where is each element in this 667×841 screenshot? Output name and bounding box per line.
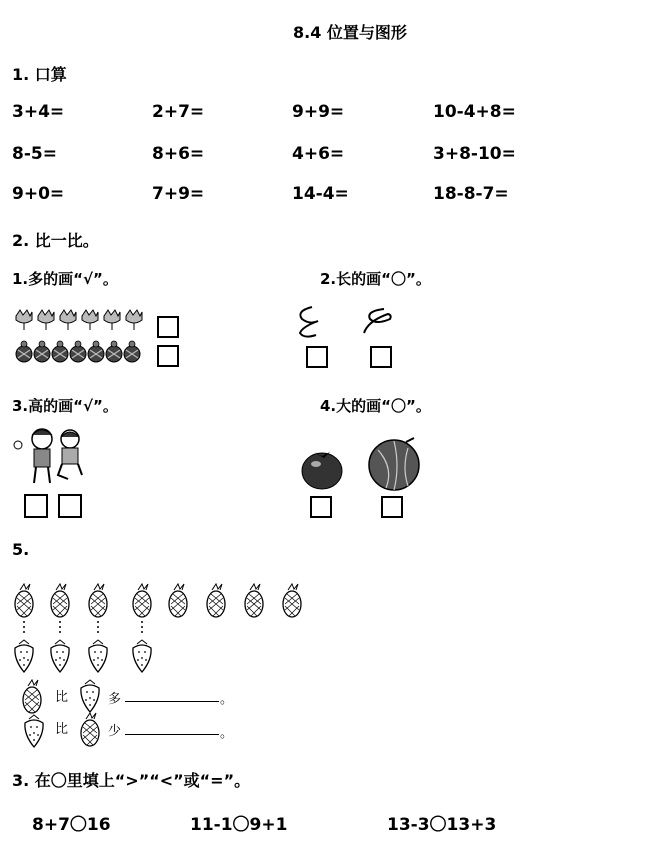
pineapple-strawberry-illustration: [14, 582, 314, 674]
equation: 14-4=: [292, 184, 349, 204]
equation: 8+6=: [152, 144, 205, 164]
equation: 10-4+8=: [433, 102, 516, 122]
q1-heading: 1. 口算: [12, 65, 67, 84]
less-word: 少: [108, 724, 122, 739]
q3-heading: 3. 在〇里填上“>”“<”或“=”。: [12, 771, 251, 790]
equation: 2+7=: [152, 102, 205, 122]
strawberry-icon: [24, 715, 44, 747]
compare-item-1: 8+7〇16: [32, 815, 111, 835]
equation: 3+8-10=: [433, 144, 516, 164]
q2-part4-label: 4.大的画“〇”。: [320, 397, 431, 415]
equation: 18-8-7=: [433, 184, 509, 204]
compare-item-3: 13-3〇13+3: [387, 815, 497, 835]
pineapple-icon: [22, 680, 42, 712]
answer-box-rope-1[interactable]: [306, 346, 328, 368]
q2-heading: 2. 比一比。: [12, 231, 99, 250]
period: 。: [220, 692, 234, 707]
equation: 4+6=: [292, 144, 345, 164]
period: 。: [220, 726, 234, 741]
q2-part2-label: 2.长的画“〇”。: [320, 270, 431, 288]
ropes-illustration: [294, 305, 404, 345]
flowers-and-insects-illustration: [14, 310, 154, 368]
answer-box-child-2[interactable]: [58, 494, 82, 518]
compare-item-2: 11-1〇9+1: [190, 815, 288, 835]
pineapple-icon: [80, 713, 100, 745]
compare-word: 比: [55, 722, 69, 737]
answer-blank-more[interactable]: [125, 701, 219, 702]
equation: 9+9=: [292, 102, 345, 122]
children-illustration: [12, 427, 92, 491]
page-title: 8.4 位置与图形: [293, 23, 407, 42]
answer-box-watermelon[interactable]: [381, 496, 403, 518]
q5-heading: 5.: [12, 540, 30, 559]
answer-box-flowers[interactable]: [157, 316, 179, 338]
equation: 7+9=: [152, 184, 205, 204]
answer-blank-less[interactable]: [125, 734, 219, 735]
equation: 3+4=: [12, 102, 65, 122]
q2-part3-label: 3.高的画“√”。: [12, 397, 118, 415]
q2-part1-label: 1.多的画“√”。: [12, 270, 118, 288]
equation: 9+0=: [12, 184, 65, 204]
answer-box-tomato[interactable]: [310, 496, 332, 518]
compare-word: 比: [55, 690, 69, 705]
equation: 8-5=: [12, 144, 57, 164]
more-word: 多: [108, 692, 122, 707]
tomato-and-watermelon-illustration: [300, 438, 425, 493]
answer-box-child-1[interactable]: [24, 494, 48, 518]
answer-box-insects[interactable]: [157, 345, 179, 367]
strawberry-icon: [80, 680, 100, 712]
answer-box-rope-2[interactable]: [370, 346, 392, 368]
